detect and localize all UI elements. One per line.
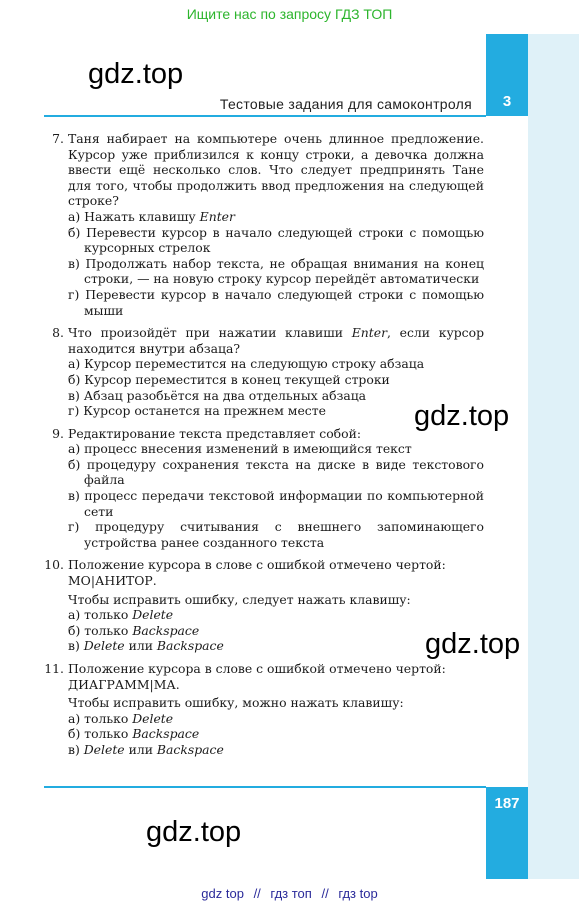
answer-option: в) Абзац разобьётся на два отдельных абзаца — [68, 387, 367, 403]
footer-link[interactable]: gdz top — [201, 886, 244, 901]
watermark: gdz.top — [88, 58, 184, 90]
question-text: Таня набирает на компьютере очень длинное предложение. Курсор уже приблизился к концу строки, а девочка должна ввести ещё несколько слов. Что следует предпринять Тане для того, чтобы продолжить ввод предложения на следующей строке? — [68, 131, 484, 209]
footer-links — [0, 886, 579, 901]
footer-separator: // — [321, 886, 329, 901]
footer-separator: // — [253, 886, 261, 901]
page-number-tab — [486, 787, 528, 879]
question-11 — [44, 661, 484, 758]
answer-option: в) Delete или Backspace — [68, 638, 224, 654]
question-9 — [44, 426, 484, 551]
question-10 — [44, 557, 484, 654]
watermark: gdz.top — [146, 816, 242, 848]
question-number: 11. — [44, 661, 64, 676]
answer-option: а) только Delete — [68, 607, 174, 623]
chapter-tab — [486, 34, 528, 116]
page-number: 187 — [494, 795, 520, 812]
question-number: 10. — [44, 557, 64, 573]
answer-option: г) Перевести курсор в начало следующей строки с помощью мыши — [68, 286, 484, 318]
footer-link[interactable]: гдз топ — [270, 886, 312, 901]
answer-option: б) Курсор переместится в конец текущей строки — [68, 371, 390, 387]
watermark: gdz.top — [414, 400, 510, 432]
side-strip — [528, 34, 579, 879]
answer-option: а) Курсор переместится на следующую строку абзаца — [68, 356, 425, 372]
answer-option: в) Продолжать набор текста, не обращая внимания на конец строки, — на новую строку курсор перейдёт автоматически — [68, 255, 484, 287]
answer-option: а) Нажать клавишу Enter — [68, 208, 235, 224]
footer-rule — [44, 786, 486, 788]
answer-option: г) процедуру считывания с внешнего запоминающего устройства ранее созданного текста — [68, 519, 484, 550]
watermark: gdz.top — [425, 628, 521, 660]
answer-option: в) Delete или Backspace — [68, 741, 224, 757]
question-7 — [44, 131, 484, 318]
error-word: ДИАГРАММ|МА. — [68, 676, 180, 692]
question-text: Положение курсора в слове с ошибкой отмечено чертой: — [68, 661, 446, 676]
answer-option: г) Курсор останется на прежнем месте — [68, 403, 326, 419]
question-number: 9. — [52, 425, 64, 441]
answer-option: в) процесс передачи текстовой информации по компьютерной сети — [68, 488, 484, 519]
answer-option: б) только Backspace — [68, 622, 200, 638]
question-number: 8. — [52, 325, 64, 341]
footer-link[interactable]: гдз top — [338, 886, 378, 901]
question-prompt: Чтобы исправить ошибку, можно нажать клавишу: — [68, 695, 404, 711]
answer-option: а) только Delete — [68, 710, 174, 726]
header-rule — [44, 115, 486, 117]
answer-option: б) процедуру сохранения текста на диске в виде текстового файла — [68, 456, 484, 488]
error-word: МО|АНИТОР. — [68, 573, 157, 589]
chapter-number: 3 — [502, 93, 512, 110]
answer-option: б) Перевести курсор в начало следующей строки с помощью курсорных стрелок — [68, 224, 484, 256]
answer-option: б) только Backspace — [68, 726, 200, 742]
running-head: Тестовые задания для самоконтроля — [219, 96, 472, 112]
answer-option: а) процесс внесения изменений в имеющийся текст — [68, 441, 412, 457]
question-list — [44, 131, 484, 765]
question-prompt: Чтобы исправить ошибку, следует нажать клавишу: — [68, 591, 411, 607]
question-text: Редактирование текста представляет собой: — [68, 425, 362, 441]
question-number: 7. — [52, 131, 64, 146]
question-8 — [44, 325, 484, 419]
promo-banner[interactable]: Ищите нас по запросу ГДЗ ТОП — [186, 6, 393, 22]
question-text: Что произойдёт при нажатии клавиши Enter, если курсор находится внутри абзаца? — [68, 325, 485, 356]
question-text: Положение курсора в слове с ошибкой отмечено чертой: — [68, 557, 446, 573]
